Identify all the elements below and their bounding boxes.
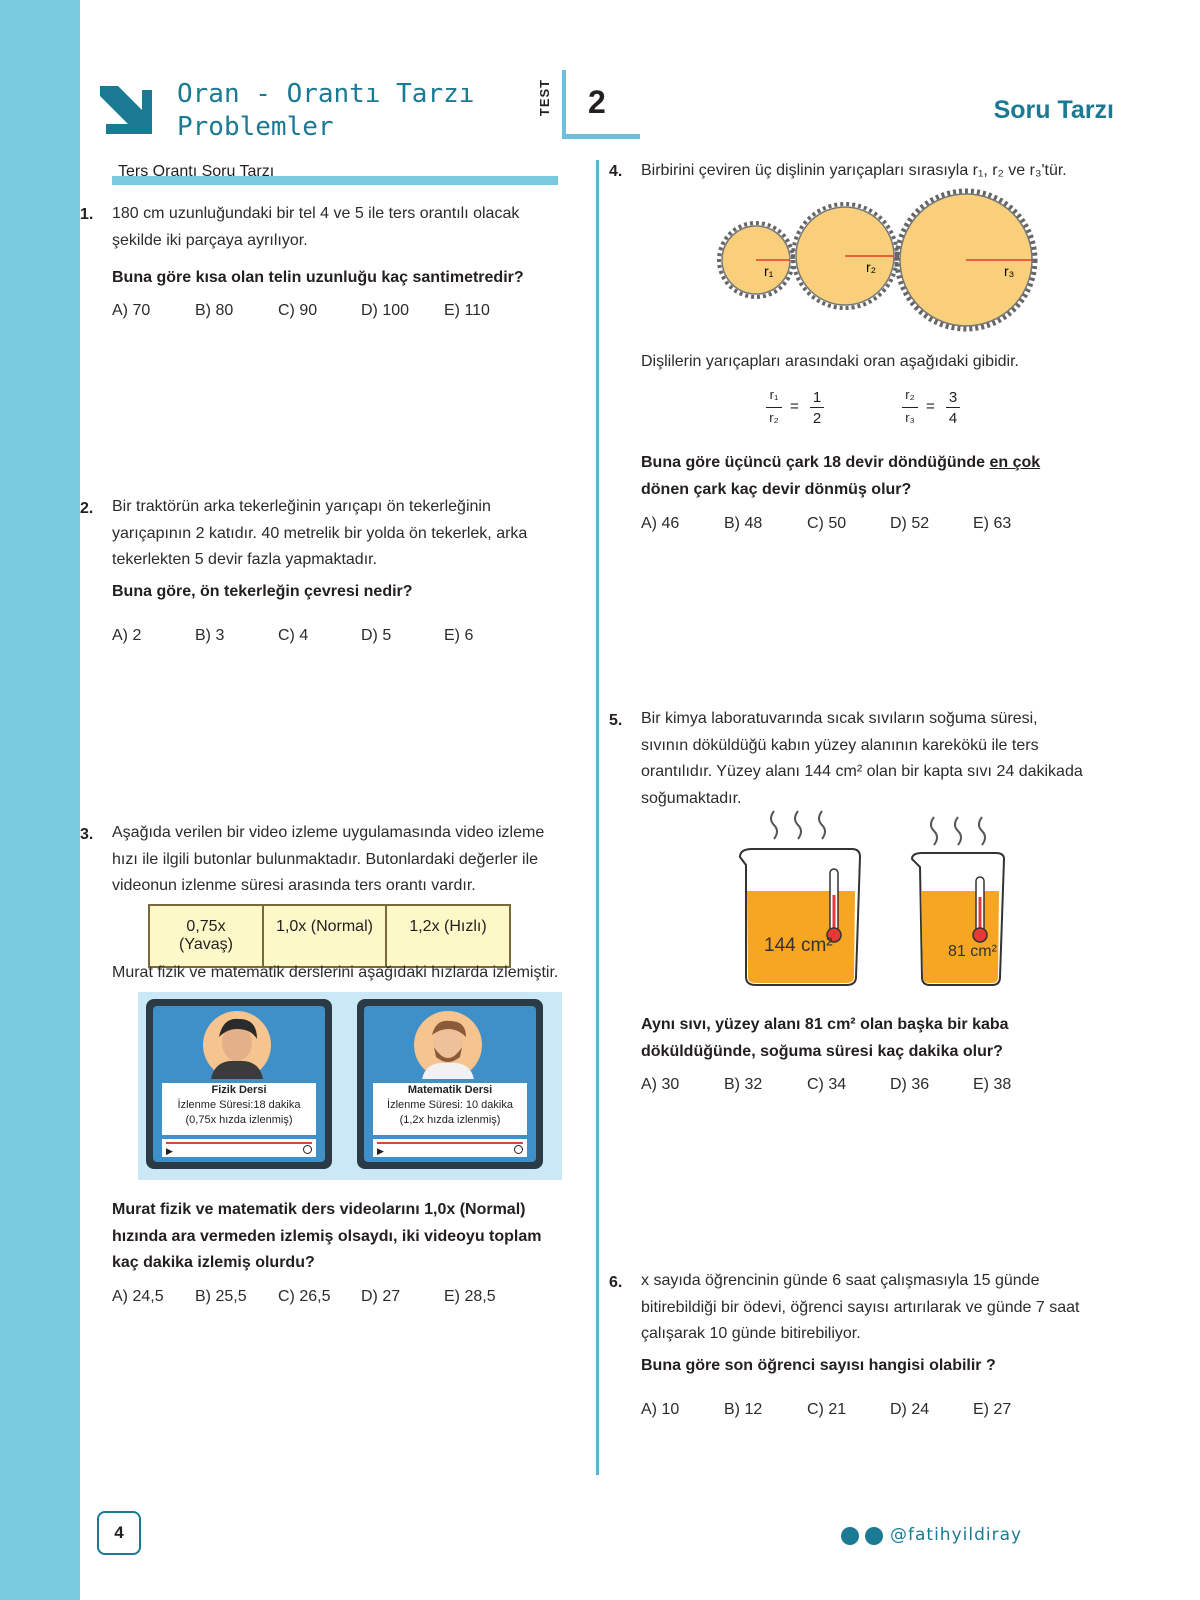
question-prompt: Buna göre son öğrenci sayısı hangisi olabilir ? xyxy=(641,1357,996,1374)
option-d[interactable]: D) 100 xyxy=(361,302,410,319)
option-e[interactable]: E) 27 xyxy=(973,1401,1012,1418)
beaker-small xyxy=(912,853,1004,985)
section-title: Ters Orantı Soru Tarzı xyxy=(118,163,275,180)
option-c[interactable]: C) 50 xyxy=(807,515,847,532)
column-divider xyxy=(596,160,599,1475)
question-prompt: Aynı sıvı, yüzey alanı 81 cm² olan başka bir kaba döküldüğünde, soğuma süresi kaç dakika olur? xyxy=(641,1016,1009,1060)
option-d[interactable]: D) 27 xyxy=(361,1288,401,1305)
option-b[interactable]: B) 32 xyxy=(724,1076,763,1093)
gear-label-r2: r₂ xyxy=(866,259,877,275)
question-number: 5. xyxy=(609,712,623,729)
answer-options xyxy=(641,515,1056,533)
option-d[interactable]: D) 5 xyxy=(361,627,392,644)
question-prompt: Buna göre kısa olan telin uzunluğu kaç santimetredir? xyxy=(112,269,524,286)
option-e[interactable]: E) 6 xyxy=(444,627,474,644)
question-text: 180 cm uzunluğundaki bir tel 4 ve 5 ile ters orantılı olacak şekilde iki parçaya ayrılıyor. xyxy=(112,205,520,249)
page-number: 4 xyxy=(97,1511,141,1555)
play-icon[interactable]: ▶ xyxy=(377,1146,384,1156)
test-label: TEST xyxy=(537,78,553,117)
question-prompt: Murat fizik ve matematik ders videolarını 1,0x (Normal) hızında ara vermeden izlemiş olsaydı, iki videoyu toplam kaç dakika izlemiş olurdu? xyxy=(112,1201,542,1271)
video-info-box: Matematik Dersi İzlenme Süresi: 10 dakika (1,2x hızda izlenmiş) xyxy=(373,1083,527,1135)
gear-medium xyxy=(793,204,897,308)
option-a[interactable]: A) 30 xyxy=(641,1076,680,1093)
gear-label-r1: r₁ xyxy=(764,263,774,279)
gear-large xyxy=(897,191,1035,329)
speed-button-slow[interactable]: 0,75x (Yavaş) xyxy=(150,906,264,966)
answer-options xyxy=(641,1076,1056,1094)
video-card-physics xyxy=(146,999,332,1169)
option-b[interactable]: B) 48 xyxy=(724,515,763,532)
option-e[interactable]: E) 63 xyxy=(973,515,1012,532)
ratio-intro: Dişlilerin yarıçapları arasındaki oran aşağıdaki gibidir. xyxy=(641,353,1019,370)
question-number: 3. xyxy=(80,826,94,843)
option-c[interactable]: C) 21 xyxy=(807,1401,847,1418)
chapter-title: Oran - Orantı Tarzı Problemler xyxy=(177,79,475,142)
settings-icon[interactable] xyxy=(514,1145,523,1154)
option-e[interactable]: E) 38 xyxy=(973,1076,1012,1093)
option-b[interactable]: B) 12 xyxy=(724,1401,763,1418)
beaker-label-large: 144 cm² xyxy=(764,935,833,956)
option-d[interactable]: D) 52 xyxy=(890,515,930,532)
option-b[interactable]: B) 25,5 xyxy=(195,1288,247,1305)
video-player-bar[interactable] xyxy=(162,1139,316,1157)
question-text: x sayıda öğrencinin günde 6 saat çalışmasıyla 15 günde bitirebildiği bir ödevi, öğrenci sayısı artırılarak ve günde 7 saat çalışarak 10 günde bitirebiliyor. xyxy=(641,1272,1080,1342)
answer-options xyxy=(112,627,527,645)
beakers-illustration xyxy=(734,805,1024,990)
test-number: 2 xyxy=(588,84,606,120)
answer-options xyxy=(112,302,527,320)
question-text: Aşağıda verilen bir video izleme uygulamasında video izleme hızı ile ilgili butonlar bulunmaktadır. Butonlardaki değerler ile videonun izlenme süresi arasında ters orantı vardır. xyxy=(112,824,545,894)
left-sidebar-band xyxy=(0,0,80,1600)
beaker-large xyxy=(740,849,860,985)
question-number: 1. xyxy=(80,206,94,223)
option-b[interactable]: B) 3 xyxy=(195,627,225,644)
option-a[interactable]: A) 46 xyxy=(641,515,680,532)
speed-button-fast[interactable]: 1,2x (Hızlı) xyxy=(409,918,487,935)
option-b[interactable]: B) 80 xyxy=(195,302,234,319)
teacher-avatar xyxy=(412,1009,484,1081)
steam-icon xyxy=(771,811,985,845)
question-text: Bir traktörün arka tekerleğinin yarıçapı ön tekerleğinin yarıçapının 2 katıdır. 40 metrelik bir yolda ön tekerlek, arka tekerlekten 5 devir fazla yapmaktadır. xyxy=(112,498,528,568)
question-prompt: Buna göre üçüncü çark 18 devir döndüğünde en çok dönen çark kaç devir dönmüş olur? xyxy=(641,454,1041,498)
header-right-title: Soru Tarzı xyxy=(993,96,1114,124)
video-card-math xyxy=(357,999,543,1169)
instagram-icon xyxy=(841,1527,859,1545)
option-c[interactable]: C) 34 xyxy=(807,1076,847,1093)
speed-buttons xyxy=(148,904,511,968)
option-d[interactable]: D) 24 xyxy=(890,1401,930,1418)
option-e[interactable]: E) 110 xyxy=(444,302,490,319)
question-number: 4. xyxy=(609,163,623,180)
question-midtext: Murat fizik ve matematik derslerini aşağıdaki hızlarda izlemiştir. xyxy=(112,964,559,981)
gears-diagram xyxy=(712,188,1052,338)
option-c[interactable]: C) 26,5 xyxy=(278,1288,331,1305)
question-number: 2. xyxy=(80,500,94,517)
option-a[interactable]: A) 2 xyxy=(112,627,142,644)
question-prompt: Buna göre, ön tekerleğin çevresi nedir? xyxy=(112,583,413,600)
settings-icon[interactable] xyxy=(303,1145,312,1154)
speed-button-normal[interactable]: 1,0x (Normal) xyxy=(264,906,387,966)
gear-small xyxy=(719,223,793,297)
option-a[interactable]: A) 70 xyxy=(112,302,151,319)
option-c[interactable]: C) 4 xyxy=(278,627,309,644)
answer-options xyxy=(641,1401,1056,1419)
social-handle: @fatihyildiray xyxy=(890,1525,1023,1545)
gear-label-r3: r₃ xyxy=(1004,263,1015,279)
youtube-icon xyxy=(865,1527,883,1545)
question-text: Bir kimya laboratuvarında sıcak sıvıların soğuma süresi, sıvının döküldüğü kabın yüzey alanının karekökü ile ters orantılıdır. Yüzey alanı 144 cm² olan bir kapta sıvı 24 dakikada soğumaktadır. xyxy=(641,710,1083,807)
option-e[interactable]: E) 28,5 xyxy=(444,1288,496,1305)
video-info-box: Fizik Dersi İzlenme Süresi:18 dakika (0,75x hızda izlenmiş) xyxy=(162,1083,316,1135)
question-number: 6. xyxy=(609,1274,623,1291)
question-text: Birbirini çeviren üç dişlinin yarıçapları sırasıyla r₁, r₂ ve r₃'tür. xyxy=(641,162,1067,179)
arrow-down-right-icon xyxy=(96,80,156,138)
option-d[interactable]: D) 36 xyxy=(890,1076,930,1093)
option-c[interactable]: C) 90 xyxy=(278,302,318,319)
answer-options xyxy=(112,1288,527,1306)
option-a[interactable]: A) 10 xyxy=(641,1401,680,1418)
video-player-bar[interactable] xyxy=(373,1139,527,1157)
option-a[interactable]: A) 24,5 xyxy=(112,1288,164,1305)
beaker-label-small: 81 cm² xyxy=(948,943,997,960)
teacher-avatar xyxy=(201,1009,273,1081)
play-icon[interactable]: ▶ xyxy=(166,1146,173,1156)
